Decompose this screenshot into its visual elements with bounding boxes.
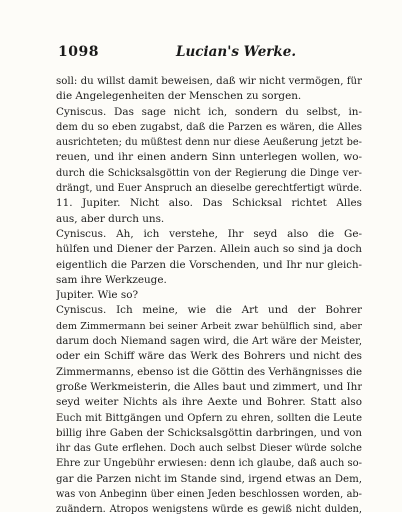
text-line: durch die Schicksalsgöttin von der Regierung die Dinge ver-	[56, 167, 362, 179]
page-header	[58, 44, 358, 62]
text-line: ihr das Gute erflehen. Doch auch selbst Dieser würde solche	[56, 443, 362, 455]
text-line: oder ein Schiff wäre das Werk des Bohrers und nicht des	[56, 350, 362, 363]
text-line: was von Anbeginn über einen Jeden beschlossen worden, ab-	[56, 489, 362, 501]
text-line: reuen, und ihr einen andern Sinn unterlegen wollen, wo-	[56, 151, 362, 164]
body-text	[56, 74, 362, 518]
text-line: eigentlich die Parzen die Vorschenden, und Ihr nur gleich-	[56, 259, 362, 271]
text-line: Ehre zur Ungebühr erwiesen: denn ich glaube, daß auch so-	[56, 458, 362, 470]
text-line: aus, aber durch uns.	[56, 212, 165, 225]
text-line: Cyniscus. Ah, ich verstehe, Ihr seyd also die Ge-	[56, 227, 362, 240]
text-line: hülfen und Diener der Parzen. Allein auch so sind ja doch	[56, 243, 362, 256]
page-number: 1098	[58, 44, 99, 60]
text-line: seyd weiter Nichts als ihre Aexte und Bohrer. Statt also	[56, 396, 362, 409]
text-line: drängt, und Euer Anspruch an dieselbe gerechtfertigt würde.	[56, 183, 362, 195]
text-line: große Werkmeisterin, die Alles baut und zimmert, und Ihr	[56, 380, 362, 393]
text-line: darum doch Niemand sagen wird, die Art wäre der Meister,	[56, 336, 362, 348]
text-line: billig ihre Gaben der Schicksalsgöttin darbringen, und von	[56, 427, 362, 439]
text-line: gar die Parzen nicht im Stande sind, irgend etwas an Dem,	[56, 473, 362, 485]
text-line: dem du so eben zugabst, daß die Parzen es wären, die Alles	[56, 121, 362, 133]
text-line: ausrichteten; du müßtest denn nur diese Aeußerung jetzt be-	[56, 137, 362, 149]
text-line: zuändern. Atropos wenigstens würde es gewiß nicht dulden,	[56, 504, 362, 516]
text-line: die Angelegenheiten der Menschen zu sorgen.	[56, 90, 302, 103]
running-title: Lucian's Werke.	[176, 44, 297, 60]
text-line: Jupiter. Wie so?	[56, 289, 139, 302]
text-line: dem Zimmermann bei seiner Arbeit zwar behülflich sind, aber	[56, 320, 362, 332]
text-line: Cyniscus. Ich meine, wie die Art und der Bohrer	[56, 304, 362, 317]
text-line: Euch mit Bittgängen und Opfern zu ehren, sollten die Leute	[56, 412, 362, 424]
text-line: 11. Jupiter. Nicht also. Das Schicksal richtet Alles	[56, 197, 362, 210]
text-line: Cyniscus. Das sage nicht ich, sondern du selbst, in-	[56, 105, 362, 118]
text-line: sam ihre Werkzeuge.	[56, 273, 167, 286]
text-line: Zimmermanns, ebenso ist die Göttin des Verhängnisses die	[56, 366, 362, 378]
text-line: soll: du willst damit beweisen, daß wir nicht vermögen, für	[56, 76, 362, 87]
